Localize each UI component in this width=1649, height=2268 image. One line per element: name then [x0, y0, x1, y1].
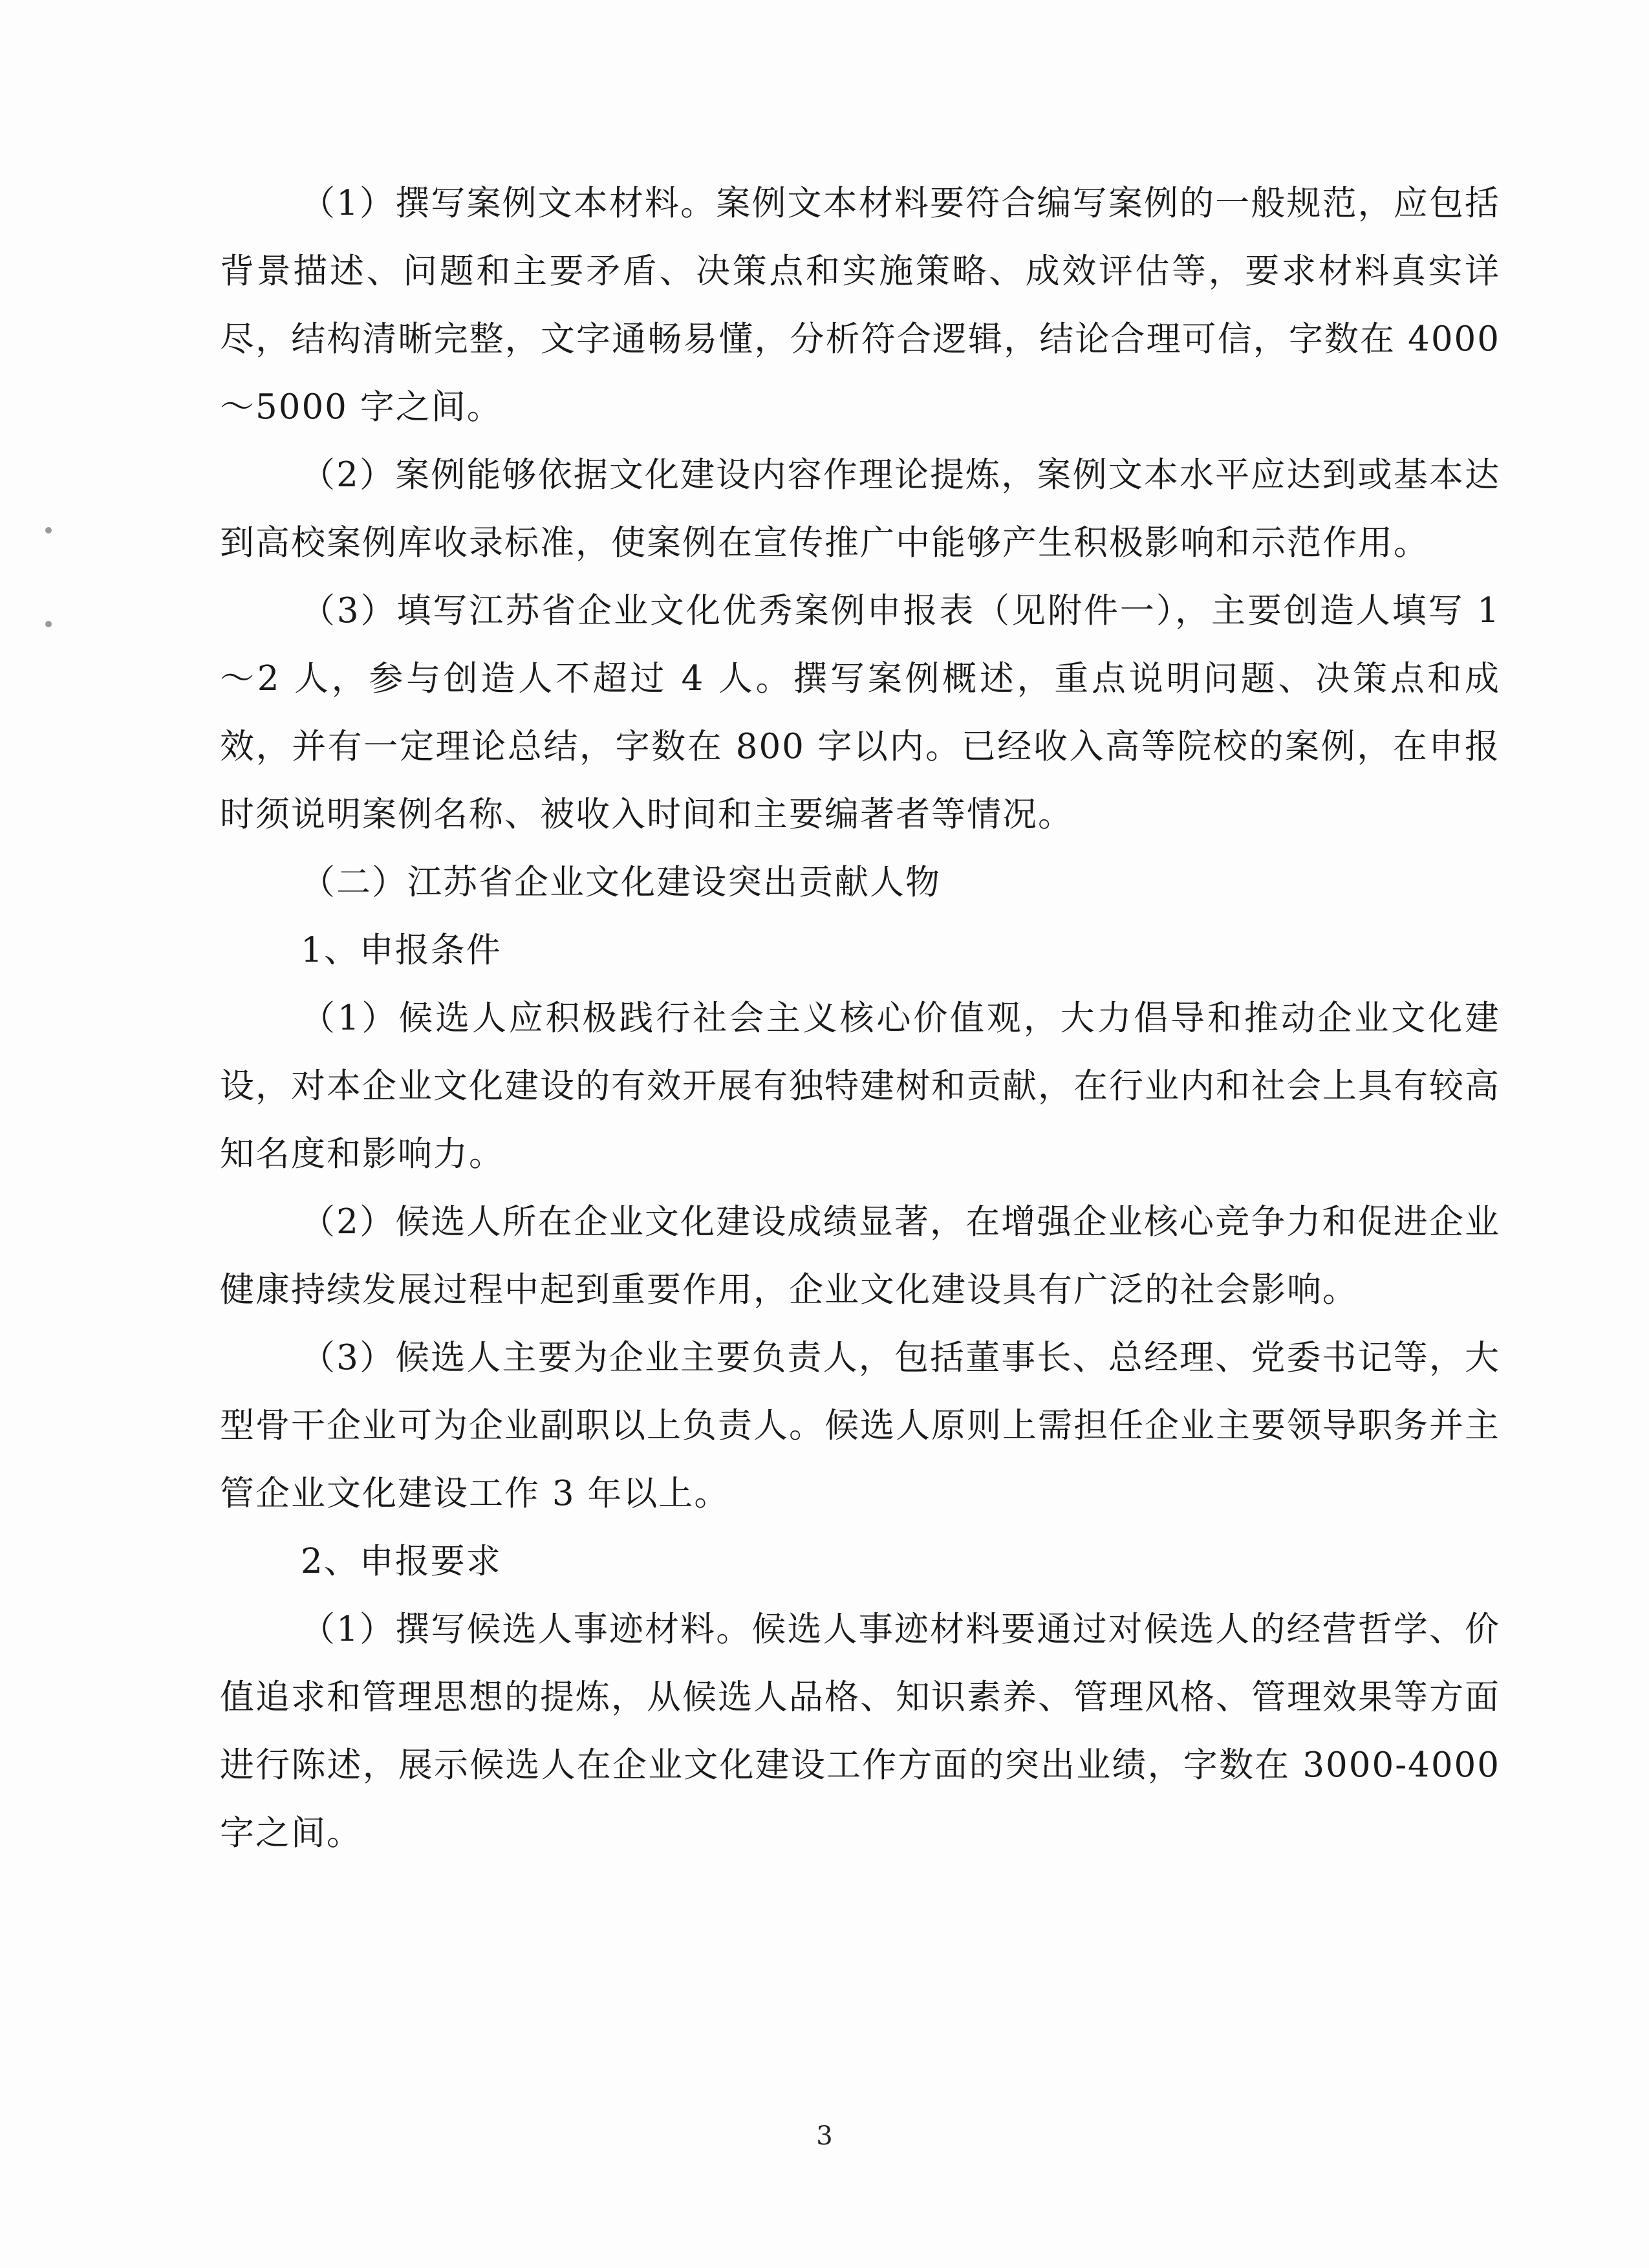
paragraph: （1）撰写案例文本材料。案例文本材料要符合编写案例的一般规范，应包括背景描述、问题和主要矛盾、决策点和实施策略、成效评估等，要求材料真实详尽，结构清晰完整，文字通畅易懂，分析符合逻辑，结论合理可信，字数在 4000～5000 字之间。 [220, 184, 1500, 427]
subsection-heading: 2、申报要求 [301, 1542, 502, 1581]
paragraph: （3）候选人主要为企业主要负责人，包括董事长、总经理、党委书记等，大型骨干企业可为企业副职以上负责人。候选人原则上需担任企业主要领导职务并主管企业文化建设工作 3 年以上。 [220, 1338, 1500, 1513]
paragraph: （1）候选人应积极践行社会主义核心价值观，大力倡导和推动企业文化建设，对本企业文化建设的有效开展有独特建树和贡献，在行业内和社会上具有较高知名度和影响力。 [220, 999, 1500, 1174]
binding-hole-mark [45, 621, 52, 627]
paragraph: （1）撰写候选人事迹材料。候选人事迹材料要通过对候选人的经营哲学、价值追求和管理思想的提炼，从候选人品格、知识素养、管理风格、管理效果等方面进行陈述，展示候选人在企业文化建设工作方面的突出业绩，字数在 3000-4000 字之间。 [220, 1610, 1500, 1853]
paragraph: （3）填写江苏省企业文化优秀案例申报表（见附件一），主要创造人填写 1～2 人，参与创造人不超过 4 人。撰写案例概述，重点说明问题、决策点和成效，并有一定理论总结，字数在 800 字以内。已经收入高等院校的案例，在申报时须说明案例名称、被收入时间和主要编著者等情况。 [220, 591, 1500, 834]
binding-hole-mark [45, 527, 52, 534]
paragraph: （2）案例能够依据文化建设内容作理论提炼，案例文本水平应达到或基本达到高校案例库收录标准，使案例在宣传推广中能够产生积极影响和示范作用。 [220, 455, 1500, 563]
paragraph: （2）候选人所在企业文化建设成绩显著，在增强企业核心竞争力和促进企业健康持续发展过程中起到重要作用，企业文化建设具有广泛的社会影响。 [220, 1202, 1500, 1310]
subsection-heading: 1、申报条件 [301, 931, 502, 970]
page-number: 3 [816, 2121, 833, 2151]
section-heading: （二）江苏省企业文化建设突出贡献人物 [301, 863, 941, 902]
document-body [220, 169, 1500, 1867]
